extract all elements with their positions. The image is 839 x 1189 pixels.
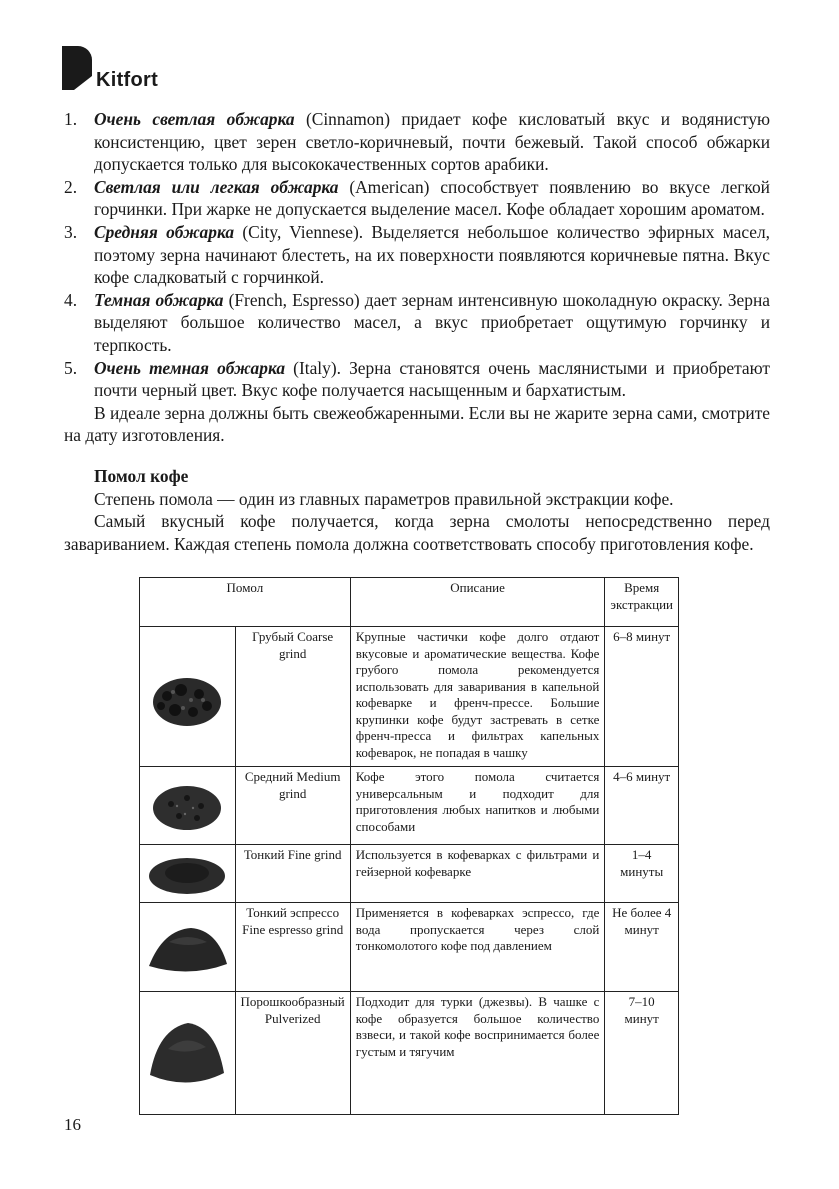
extraction-time: 7–10 минут bbox=[605, 992, 679, 1115]
page-content bbox=[64, 108, 770, 555]
roast-name: Средняя обжарка bbox=[94, 221, 235, 242]
coarse-grind-image bbox=[140, 627, 236, 767]
table-row bbox=[140, 845, 679, 903]
pulverized-grind-image bbox=[140, 992, 236, 1115]
medium-grind-image bbox=[140, 767, 236, 845]
grind-name: Средний Medium grind bbox=[235, 767, 350, 845]
header-grind: Помол bbox=[140, 578, 351, 627]
roast-item bbox=[64, 176, 770, 221]
header-time: Время экстракции bbox=[605, 578, 679, 627]
roast-text: (French, Espresso) дает зернам интенсивную шоколадную окраску. Зерна выделяют большое количество масел, а вкус приобретает ощутимую горчинку и терпкость. bbox=[94, 289, 770, 355]
table-row bbox=[140, 992, 679, 1115]
roast-text: (Cinnamon) придает кофе кисловатый вкус и водянистую консистенцию, цвет зерен светло-коричневый, почти бежевый. Такой способ обжарки допускается только для высококачественных сортов арабики. bbox=[94, 109, 771, 175]
roast-list bbox=[64, 108, 770, 402]
grind-name: Порошкообразный Pulverized bbox=[235, 992, 350, 1115]
roast-name: Очень светлая обжарка bbox=[94, 109, 295, 129]
grind-description: Подходит для турки (джезвы). В чашке с кофе образуется большое количество взвеси, и такой кофе воспринимается более густым и тягучим bbox=[350, 992, 605, 1115]
roast-number: 5. bbox=[64, 357, 78, 378]
table-row bbox=[140, 627, 679, 767]
roast-item bbox=[64, 221, 770, 289]
roast-text: (Italy). Зерна становятся очень маслянистыми и приобретают почти черный цвет. Вкус кофе получается насыщенным и бархатистым. bbox=[94, 357, 771, 401]
extraction-time: Не более 4 минут bbox=[605, 903, 679, 992]
roast-name: Темная обжарка bbox=[94, 289, 224, 310]
table-header-row bbox=[140, 578, 679, 627]
roast-text: (City, Viennese). Выделяется небольшое количество эфирных масел, поэтому зерна начинают блестеть, на их поверхности появляются коричневые пятна. Вкус кофе сладковатый с горчинкой. bbox=[94, 221, 770, 288]
brand-name: Kitfort bbox=[96, 69, 159, 91]
roast-item bbox=[64, 108, 770, 176]
coffee-pile-image bbox=[147, 776, 227, 836]
roast-item bbox=[64, 289, 770, 357]
grind-description: Крупные частички кофе долго отдают вкусовые и ароматические вещества. Кофе грубого помола рекомендуется использовать для заваривания в капельной кофеварке и френч-прессе. Большие крупинки кофе будут застревать в сетке френч-пресса и фильтрах капельных кофеварок, не попадая в чашку bbox=[350, 627, 605, 767]
grind-paragraph-1: Степень помола — один из главных параметров правильной экстракции кофе. bbox=[94, 488, 674, 509]
roast-number: 3. bbox=[64, 221, 78, 242]
coffee-pile-image bbox=[147, 662, 227, 732]
roast-number: 1. bbox=[64, 109, 78, 129]
fine-espresso-grind-image bbox=[140, 903, 236, 992]
grind-description: Кофе этого помола считается универсальным и подходит для приготовления любых напитков и любыми способами bbox=[350, 767, 605, 845]
roast-item bbox=[64, 357, 770, 402]
grind-description: Применяется в кофеварках эспрессо, где вода пропускается через слой тонкомолотого кофе под давлением bbox=[350, 903, 605, 992]
extraction-time: 1–4 минуты bbox=[605, 845, 679, 903]
table-row bbox=[140, 767, 679, 845]
brand-logo bbox=[62, 46, 158, 90]
page-number: 16 bbox=[64, 1115, 81, 1134]
grind-description: Используется в кофеварках с фильтрами и гейзерной кофеварке bbox=[350, 845, 605, 903]
section-title: Помол кофе bbox=[94, 465, 189, 486]
extraction-time: 4–6 минут bbox=[605, 767, 679, 845]
grind-name: Тонкий Fine grind bbox=[235, 845, 350, 903]
grind-table bbox=[139, 577, 679, 1115]
fresh-note: В идеале зерна должны быть свежеобжаренными. Если вы не жарите зерна сами, смотрите на дату изготовления. bbox=[64, 402, 771, 446]
roast-name: Светлая или легкая обжарка bbox=[94, 176, 339, 197]
roast-number: 4. bbox=[64, 289, 78, 310]
grind-name: Тонкий эспрессо Fine espresso grind bbox=[235, 903, 350, 992]
kitfort-logo-icon bbox=[62, 46, 92, 90]
grind-name: Грубый Coarse grind bbox=[235, 627, 350, 767]
extraction-time: 6–8 минут bbox=[605, 627, 679, 767]
fine-grind-image bbox=[140, 845, 236, 903]
coffee-pile-image bbox=[144, 1011, 230, 1095]
coffee-pile-image bbox=[145, 849, 229, 899]
header-description: Описание bbox=[350, 578, 605, 627]
roast-number: 2. bbox=[64, 176, 78, 197]
coffee-pile-image bbox=[143, 912, 231, 982]
roast-name: Очень темная обжарка bbox=[94, 357, 286, 378]
roast-text: (American) способствует появлению во вкусе легкой горчинки. При жарке не допускается выделение масел. Кофе обладает хорошим ароматом. bbox=[94, 176, 770, 220]
table-row bbox=[140, 903, 679, 992]
grind-paragraph-2: Самый вкусный кофе получается, когда зерна смолоты непосредственно перед завариванием. Каждая степень помола должна соответствовать способу приготовления кофе. bbox=[64, 511, 770, 554]
